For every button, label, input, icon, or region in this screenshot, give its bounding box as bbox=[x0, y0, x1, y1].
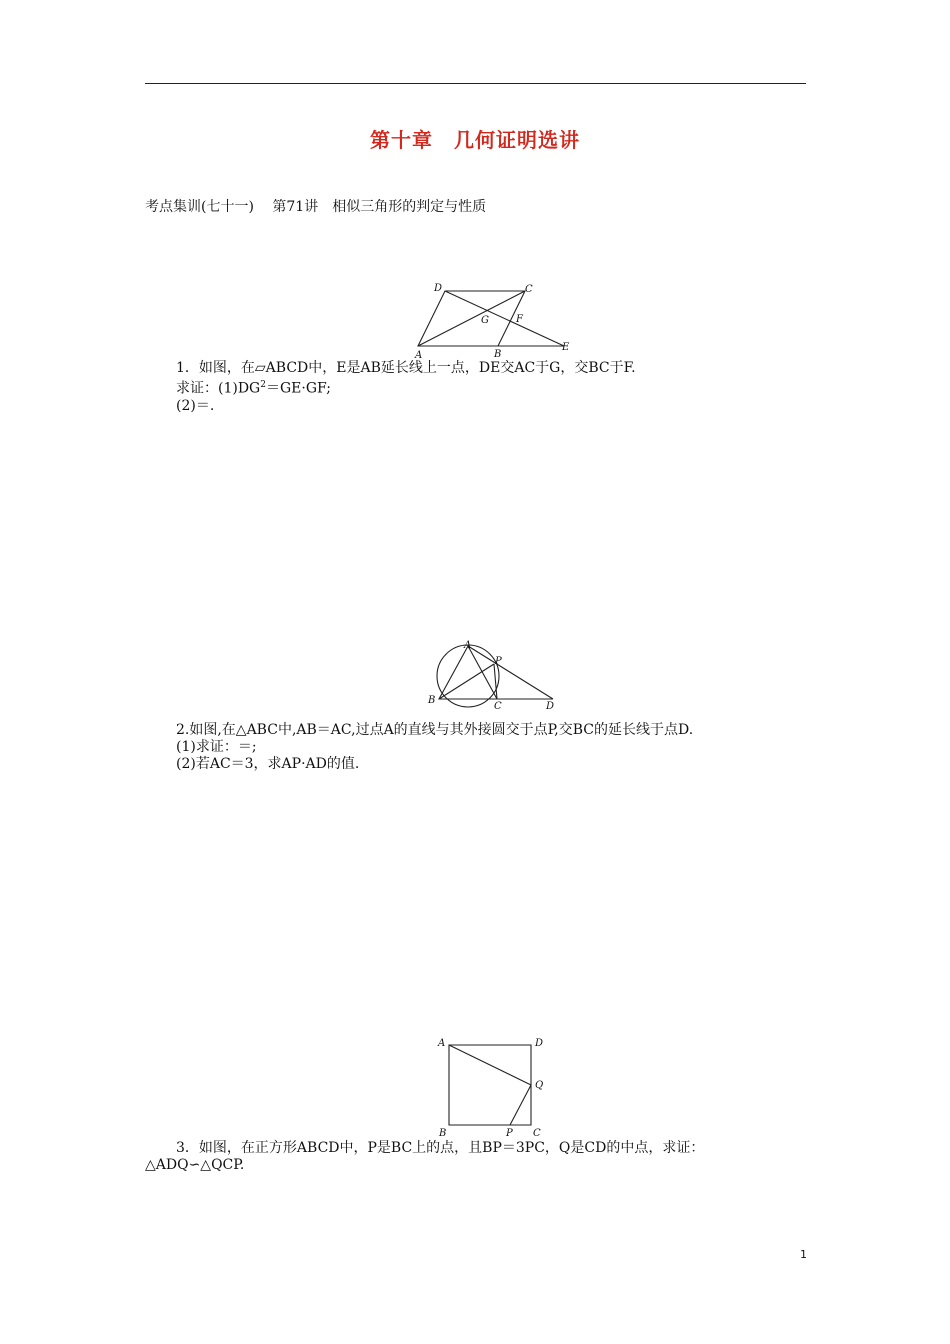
label-a: A bbox=[415, 350, 423, 360]
section-heading: 考点集训(七十一) 第71讲 相似三角形的判定与性质 bbox=[145, 199, 487, 215]
problem-1 bbox=[145, 360, 636, 415]
label-d: D bbox=[434, 283, 443, 294]
problem-1-superscript: 2 bbox=[260, 380, 266, 390]
figure-circle-triangle bbox=[425, 640, 560, 712]
problem-2-statement: 2.如图,在△ABC中,AB＝AC,过点A的直线与其外接圆交于点P,交BC的延长线于点D. bbox=[176, 722, 694, 738]
problem-1-part-1-prefix: 求证：(1)DG bbox=[176, 380, 261, 397]
label-a: A bbox=[438, 1038, 446, 1049]
label-f: F bbox=[516, 314, 523, 325]
label-g: G bbox=[481, 315, 489, 326]
figure-square bbox=[432, 1032, 552, 1140]
problem-3-conclusion: △ADQ∽△QCP. bbox=[145, 1157, 245, 1173]
label-e: E bbox=[562, 342, 570, 353]
problem-2-part-2: (2)若AC＝3，求AP·AD的值. bbox=[176, 756, 360, 772]
problem-3-statement: 3．如图，在正方形ABCD中，P是BC上的点，且BP＝3PC，Q是CD的中点，求证： bbox=[176, 1140, 705, 1156]
segment-aq bbox=[449, 1045, 531, 1085]
segment-ac bbox=[418, 291, 525, 346]
label-a: A bbox=[464, 640, 472, 651]
figure-parallelogram bbox=[410, 278, 580, 360]
label-c: C bbox=[494, 701, 502, 712]
segment-de bbox=[445, 291, 564, 346]
label-b: B bbox=[439, 1128, 447, 1139]
label-b: B bbox=[428, 695, 436, 706]
problem-1-part-2: (2)＝. bbox=[176, 397, 215, 414]
label-p: P bbox=[495, 656, 502, 667]
problem-2 bbox=[145, 722, 693, 773]
label-d: D bbox=[546, 701, 555, 712]
label-d: D bbox=[535, 1038, 544, 1049]
circumcircle bbox=[437, 645, 499, 707]
page-number: 1 bbox=[800, 1248, 807, 1261]
label-p: P bbox=[506, 1128, 513, 1139]
header-rule bbox=[145, 83, 806, 84]
chapter-title: 第十章 几何证明选讲 bbox=[370, 128, 580, 152]
label-q: Q bbox=[535, 1080, 544, 1091]
segment-qp bbox=[510, 1085, 531, 1125]
label-b: B bbox=[494, 349, 502, 360]
problem-1-part-1 bbox=[145, 377, 636, 398]
square-abcd bbox=[449, 1045, 531, 1125]
problem-1-statement: 1．如图，在▱ABCD中，E是AB延长线上一点，DE交AC于G，交BC于F. bbox=[176, 360, 636, 376]
triangle-abc bbox=[439, 646, 497, 699]
label-c: C bbox=[533, 1128, 541, 1139]
segment-bp bbox=[439, 664, 494, 699]
problem-1-part-1-suffix: ＝GE·GF; bbox=[265, 380, 331, 397]
label-c: C bbox=[525, 284, 533, 295]
problem-3 bbox=[145, 1140, 704, 1174]
problem-2-part-1: (1)求证：＝; bbox=[176, 739, 257, 755]
